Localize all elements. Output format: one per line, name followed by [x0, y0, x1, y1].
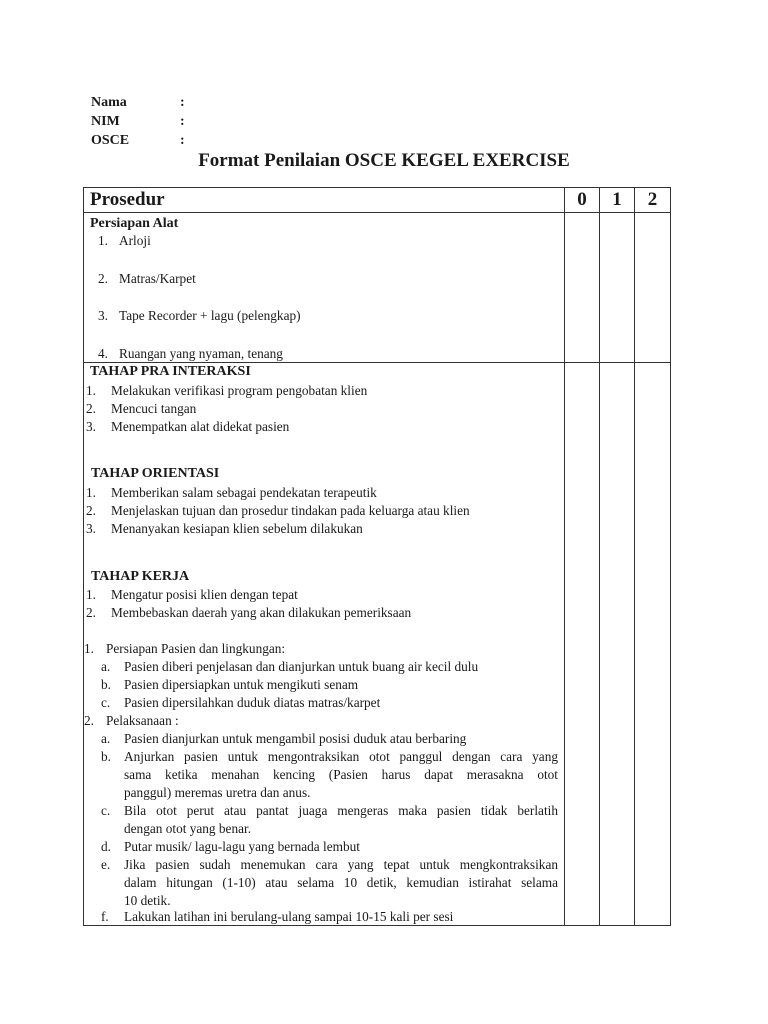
item-letter: a. — [101, 659, 111, 674]
item-text-line: panggul) meremas uretra dan anus. — [124, 785, 311, 800]
item-text-line: sama ketika menahan kencing (Pasien harus dapat merasakna otot — [124, 767, 558, 782]
item-text-line: Anjurkan pasien untuk mengontraksikan otot panggul dengan cara yang — [124, 749, 558, 764]
assessment-table — [83, 187, 671, 926]
item-text-line: dengan otot yang benar. — [124, 821, 252, 836]
field-nama — [91, 94, 185, 112]
item-number: 4. — [98, 346, 108, 361]
subsection-number: 2. — [84, 713, 94, 728]
item-number: 1. — [86, 485, 96, 500]
item-text: Putar musik/ lagu-lagu yang bernada lembut — [124, 839, 360, 854]
item-number: 2. — [86, 503, 96, 518]
subsection-title: Persiapan Pasien dan lingkungan: — [106, 641, 286, 656]
field-label: OSCE — [91, 133, 130, 148]
table-header-row — [84, 188, 671, 213]
item-number: 3. — [98, 308, 108, 323]
col-header-score-0: 0 — [565, 188, 600, 213]
item-number: 3. — [86, 521, 96, 536]
item-number: 1. — [86, 383, 96, 398]
item-text: Menjelaskan tujuan dan prosedur tindakan pada keluarga atau klien — [111, 503, 470, 518]
item-text-line: Jika pasien sudah menemukan cara yang tepat untuk mengkontraksikan — [124, 857, 558, 872]
subsection-title: Pelaksanaan : — [106, 713, 179, 728]
item-letter: f. — [101, 909, 109, 924]
item-letter: c. — [101, 803, 111, 818]
item-text: Membebaskan daerah yang akan dilakukan pemeriksaan — [111, 605, 412, 620]
item-text-line: dalam hitungan (1-10) atau selama 10 detik, kemudian istirahat selama — [124, 875, 558, 890]
subsection-number: 1. — [84, 641, 94, 656]
item-letter: d. — [101, 839, 111, 854]
item-text: Arloji — [119, 233, 151, 248]
item-text: Ruangan yang nyaman, tenang — [119, 346, 283, 361]
item-number: 2. — [98, 271, 108, 286]
field-separator: : — [180, 133, 185, 148]
item-text: Menanyakan kesiapan klien sebelum dilakukan — [111, 521, 363, 536]
field-separator: : — [180, 95, 185, 110]
item-text-line: Bila otot perut atau pantat juaga mengeras maka pasien tidak berlatih — [124, 803, 558, 818]
col-header-score-1: 1 — [600, 188, 635, 213]
procedure-cell — [84, 363, 565, 926]
item-text: Lakukan latihan ini berulang-ulang sampai 10-15 kali per sesi — [124, 909, 454, 924]
item-number: 2. — [86, 605, 96, 620]
table-row-procedure-steps — [84, 363, 671, 926]
item-text: Mencuci tangan — [111, 401, 197, 416]
score-cell-0[interactable] — [565, 363, 600, 926]
score-cell-1[interactable] — [600, 213, 635, 363]
item-letter: a. — [101, 731, 111, 746]
item-text: Menempatkan alat didekat pasien — [111, 419, 290, 434]
item-text: Melakukan verifikasi program pengobatan klien — [111, 383, 368, 398]
item-letter: e. — [101, 857, 111, 872]
procedure-cell — [84, 213, 565, 363]
field-separator: : — [180, 114, 185, 129]
item-text: Matras/Karpet — [119, 271, 196, 286]
item-text: Pasien diberi penjelasan dan dianjurkan untuk buang air kecil dulu — [124, 659, 479, 674]
col-header-score-2: 2 — [635, 188, 671, 213]
section-heading: TAHAP PRA INTERAKSI — [90, 364, 251, 379]
score-cell-2[interactable] — [635, 363, 671, 926]
item-text: Mengatur posisi klien dengan tepat — [111, 587, 298, 602]
score-cell-2[interactable] — [635, 213, 671, 363]
item-number: 1. — [98, 233, 108, 248]
item-number: 3. — [86, 419, 96, 434]
item-text: Pasien dipersiapkan untuk mengikuti senam — [124, 677, 359, 692]
item-text: Pasien dipersilahkan duduk diatas matras/karpet — [124, 695, 381, 710]
page-title: Format Penilaian OSCE KEGEL EXERCISE — [198, 150, 570, 171]
item-number: 1. — [86, 587, 96, 602]
item-letter: c. — [101, 695, 111, 710]
item-text: Tape Recorder + lagu (pelengkap) — [119, 308, 301, 323]
section-heading: Persiapan Alat — [90, 216, 179, 231]
field-label: NIM — [91, 114, 120, 129]
item-letter: b. — [101, 749, 111, 764]
section-heading: TAHAP ORIENTASI — [91, 466, 220, 481]
section-heading: TAHAP KERJA — [91, 569, 190, 584]
table-row-persiapan-alat — [84, 213, 671, 363]
field-osce — [91, 132, 185, 150]
item-number: 2. — [86, 401, 96, 416]
item-text: Pasien dianjurkan untuk mengambil posisi duduk atau berbaring — [124, 731, 467, 746]
score-cell-1[interactable] — [600, 363, 635, 926]
score-cell-0[interactable] — [565, 213, 600, 363]
item-letter: b. — [101, 677, 111, 692]
item-text: Memberikan salam sebagai pendekatan terapeutik — [111, 485, 377, 500]
item-text-line: 10 detik. — [124, 893, 171, 908]
col-header-procedure: Prosedur — [84, 188, 565, 213]
field-nim — [91, 113, 185, 131]
field-label: Nama — [91, 95, 127, 110]
